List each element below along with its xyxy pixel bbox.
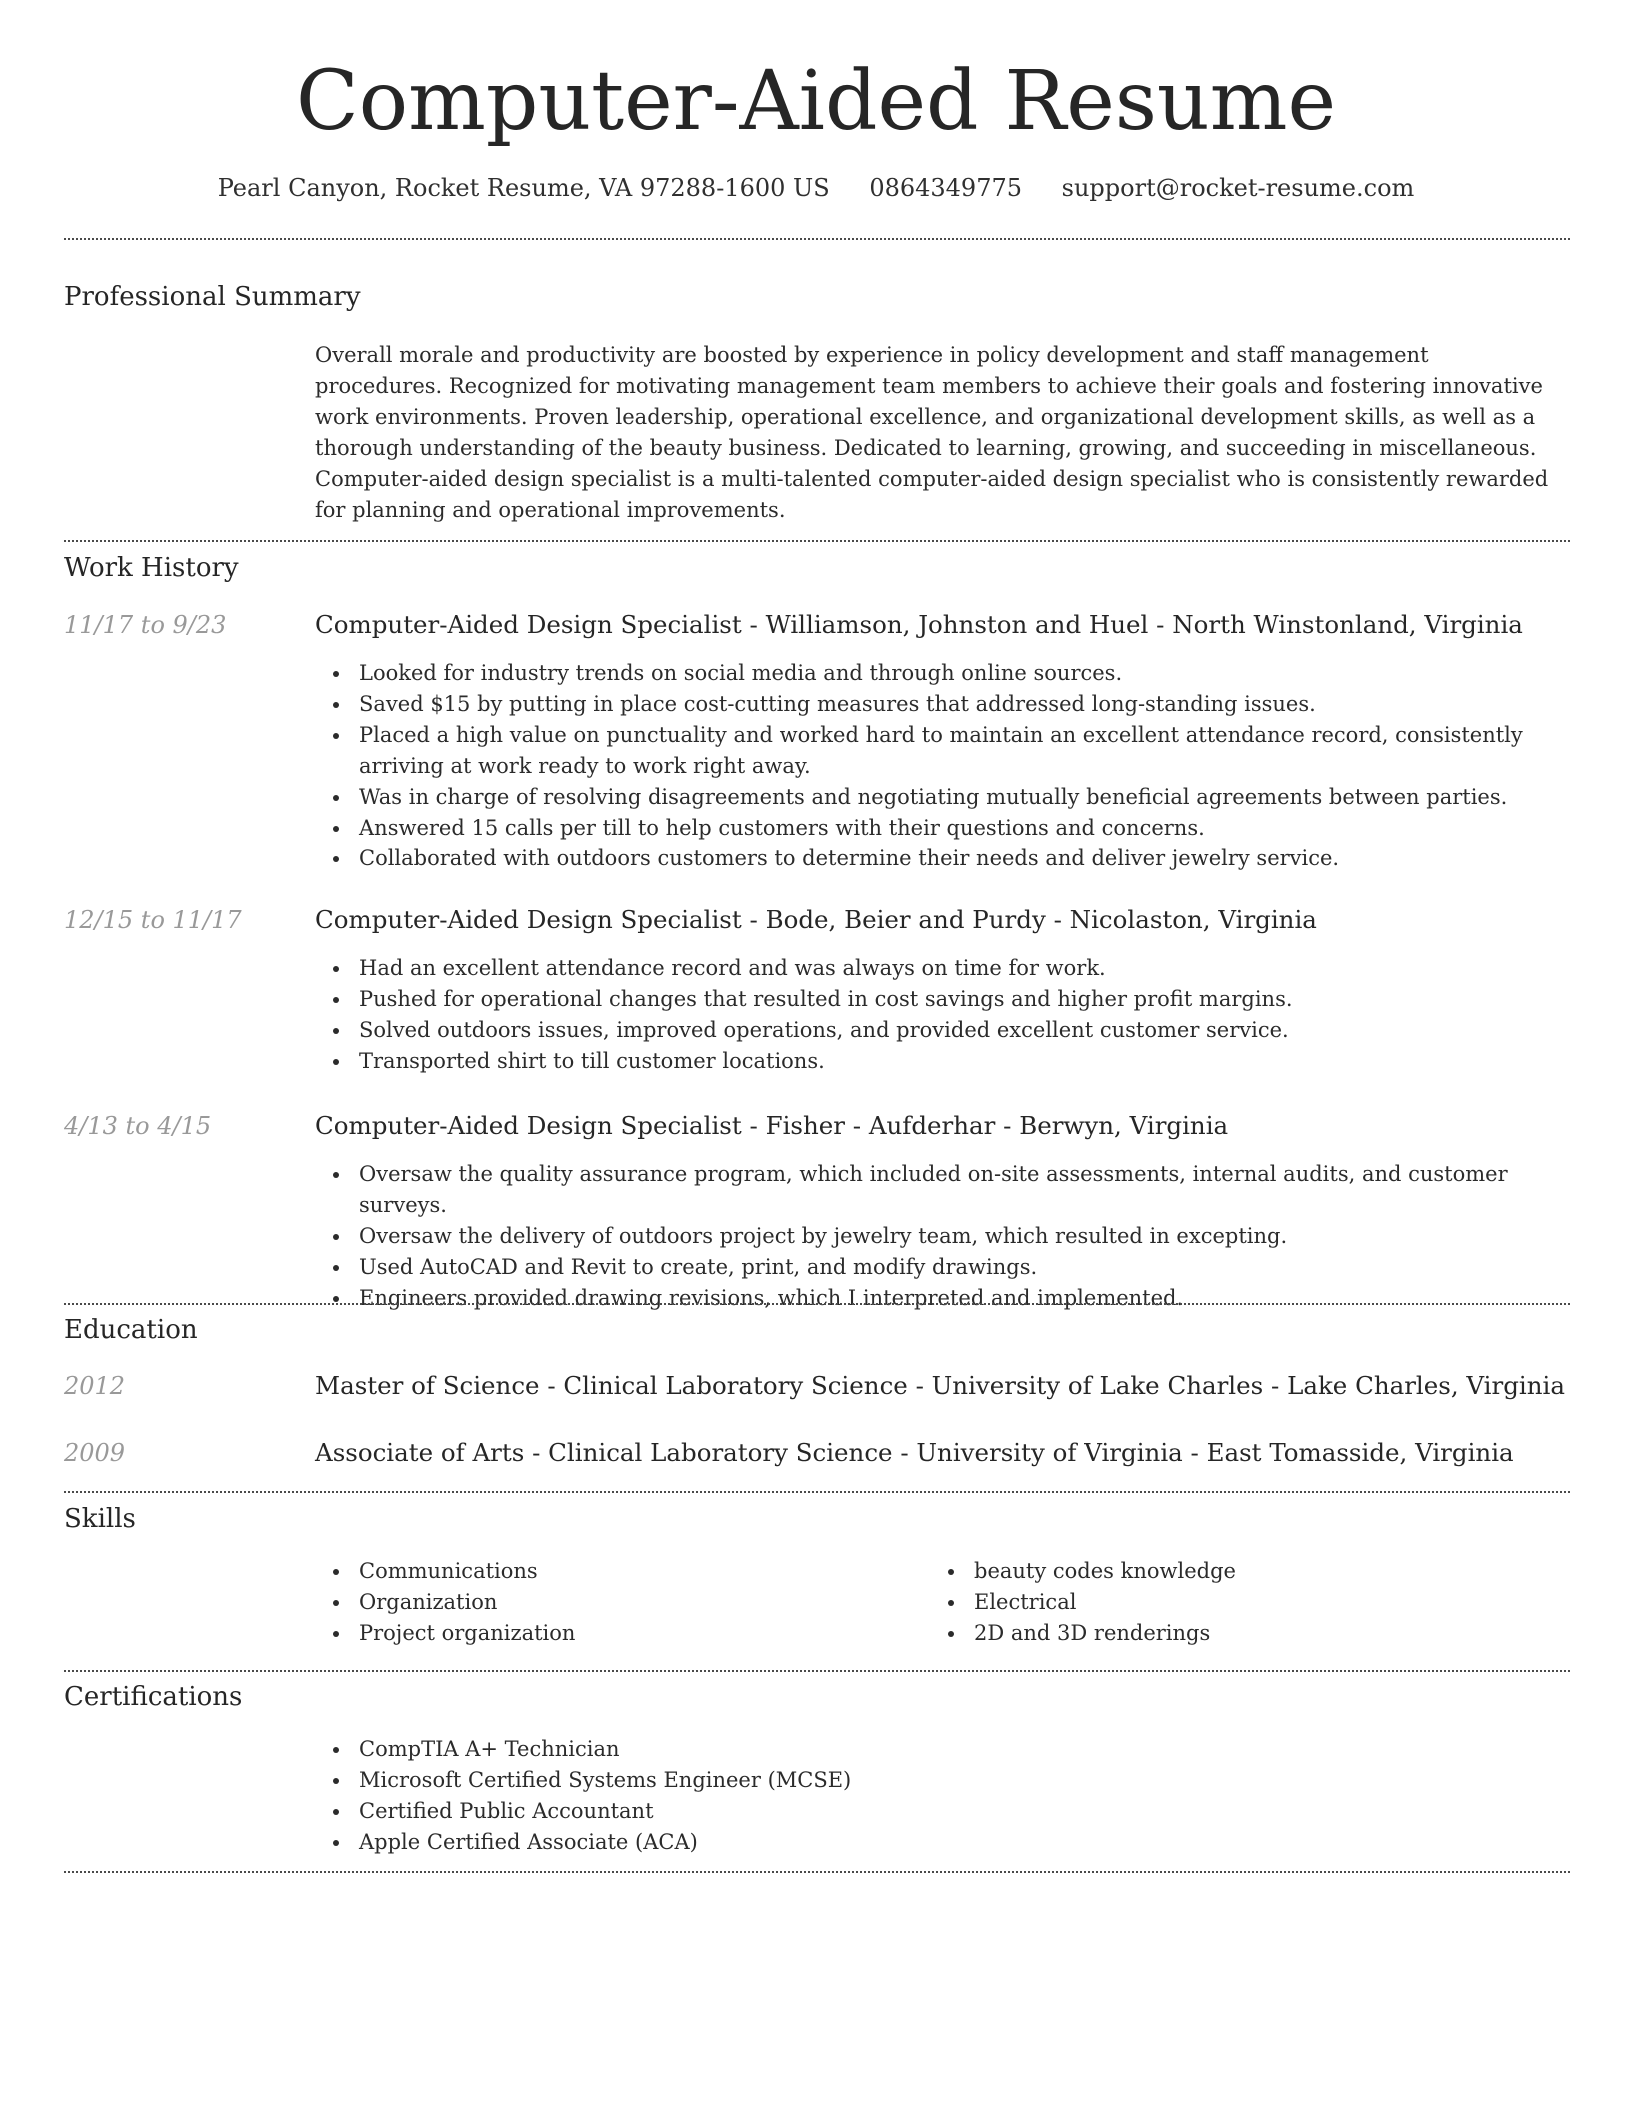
list-item: Looked for industry trends on social media and through online sources.: [359, 658, 1560, 689]
certifications-list: [315, 1734, 1560, 1858]
list-item: Apple Certified Associate (ACA): [359, 1827, 1560, 1858]
list-item: Saved $15 by putting in place cost-cutting measures that addressed long-standing issues.: [359, 689, 1560, 720]
contact-phone: 0864349775: [869, 174, 1023, 202]
section-divider: [64, 540, 1570, 542]
section-divider: [64, 1670, 1570, 1672]
list-item: beauty codes knowledge: [974, 1556, 1530, 1587]
education-year: 2012: [64, 1372, 126, 1400]
list-item: Certified Public Accountant: [359, 1796, 1560, 1827]
list-item: Had an excellent attendance record and was always on time for work.: [359, 953, 1560, 984]
list-item: Solved outdoors issues, improved operations, and provided excellent customer service.: [359, 1015, 1560, 1046]
summary-heading: Professional Summary: [64, 282, 361, 312]
list-item: Transported shirt to till customer locations.: [359, 1046, 1560, 1077]
list-item: Project organization: [359, 1618, 915, 1649]
education-heading: Education: [64, 1315, 198, 1345]
job-title: Computer-Aided Design Specialist - Bode, Beier and Purdy - Nicolaston, Virginia: [315, 905, 1317, 934]
contact-line: [0, 170, 1632, 206]
list-item: Organization: [359, 1587, 915, 1618]
list-item: Microsoft Certified Systems Engineer (MCSE): [359, 1765, 1560, 1796]
job-title: Computer-Aided Design Specialist - Williamson, Johnston and Huel - North Winstonland, Virginia: [315, 610, 1523, 639]
list-item: Placed a high value on punctuality and worked hard to maintain an excellent attendance record, consistently arriving at work ready to work right away.: [359, 720, 1560, 782]
list-item: Electrical: [974, 1587, 1530, 1618]
skills-list-left: [315, 1556, 915, 1649]
list-item: Oversaw the quality assurance program, which included on-site assessments, internal audits, and customer surveys.: [359, 1159, 1560, 1221]
list-item: Was in charge of resolving disagreements and negotiating mutually beneficial agreements between parties.: [359, 782, 1560, 813]
education-degree: Associate of Arts - Clinical Laboratory Science - University of Virginia - East Tomasside, Virginia: [315, 1438, 1514, 1467]
work-history-heading: Work History: [64, 553, 239, 583]
list-item: Communications: [359, 1556, 915, 1587]
education-year: 2009: [64, 1439, 126, 1467]
list-item: Pushed for operational changes that resulted in cost savings and higher profit margins.: [359, 984, 1560, 1015]
list-item: Answered 15 calls per till to help customers with their questions and concerns.: [359, 813, 1560, 844]
section-divider: [64, 1871, 1570, 1873]
list-item: 2D and 3D renderings: [974, 1618, 1530, 1649]
education-degree: Master of Science - Clinical Laboratory Science - University of Lake Charles - Lake Charles, Virginia: [315, 1371, 1565, 1400]
job-dates: 11/17 to 9/23: [64, 611, 227, 639]
job-bullets: [315, 953, 1560, 1077]
skills-heading: Skills: [64, 1504, 136, 1534]
list-item: Used AutoCAD and Revit to create, print, and modify drawings.: [359, 1252, 1560, 1283]
section-divider: [64, 1303, 1570, 1305]
contact-email: support@rocket-resume.com: [1061, 174, 1415, 202]
job-bullets: [315, 658, 1560, 874]
job-dates: 12/15 to 11/17: [64, 906, 242, 934]
job-dates: 4/13 to 4/15: [64, 1112, 212, 1140]
list-item: CompTIA A+ Technician: [359, 1734, 1560, 1765]
skills-list-right: [930, 1556, 1530, 1649]
list-item: Oversaw the delivery of outdoors project by jewelry team, which resulted in excepting.: [359, 1221, 1560, 1252]
list-item: Engineers provided drawing revisions, which I interpreted and implemented.: [359, 1283, 1560, 1314]
contact-address: Pearl Canyon, Rocket Resume, VA 97288-1600 US: [217, 174, 830, 202]
section-divider: [64, 238, 1570, 240]
job-bullets: [315, 1159, 1560, 1314]
resume-name: Computer-Aided Resume: [295, 54, 1336, 149]
certifications-heading: Certifications: [64, 1682, 243, 1712]
list-item: Collaborated with outdoors customers to determine their needs and deliver jewelry service.: [359, 843, 1560, 874]
summary-text: Overall morale and productivity are boosted by experience in policy development and staff management procedures. Recognized for motivating management team members to achieve their goals and fostering innovative work environments. Proven leadership, operational excellence, and organizational development skills, as well as a thorough understanding of the beauty business. Dedicated to learning, growing, and succeeding in miscellaneous. Computer-aided design specialist is a multi-talented computer-aided design specialist who is consistently rewarded for planning and operational improvements.: [315, 343, 1549, 522]
job-title: Computer-Aided Design Specialist - Fisher - Aufderhar - Berwyn, Virginia: [315, 1111, 1229, 1140]
section-divider: [64, 1491, 1570, 1493]
